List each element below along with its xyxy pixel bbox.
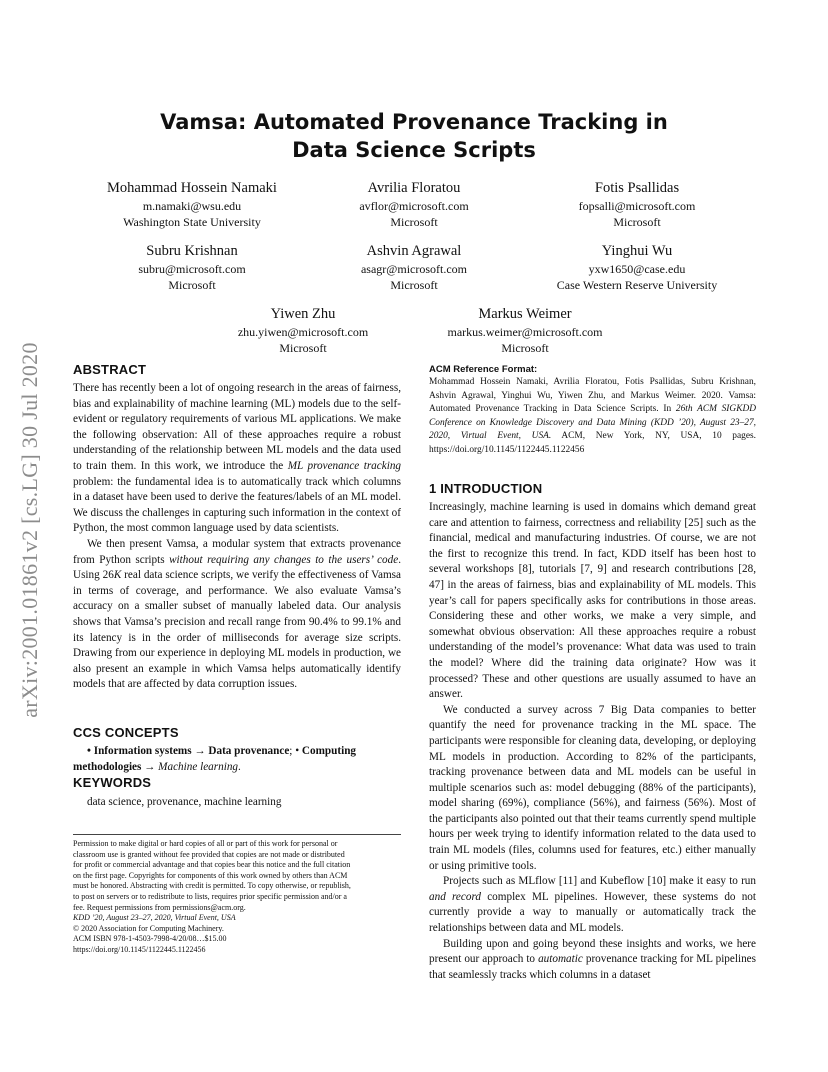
author-email: yxw1650@case.edu bbox=[588, 262, 686, 276]
text-run: Mohammad Hossein Namaki, Avrilia Floratou, Fotis Psallidas, Subru Krishnan, Ashvin Agrawal, Yinghui Wu, Yiwen Zhu, and Markus Weimer. 2020. Vamsa: Automated Provenance Tracking in Data Science Scripts. In bbox=[429, 377, 756, 414]
permission-line: fee. Request permissions from permissions@acm.org. bbox=[73, 902, 246, 912]
text-run: problem: the fundamental idea is to automatically track which columns in a dataset have been used to derive the features/labels of an ML model. We discuss the challenges in capturing such information in the context of Python, the most common language used by data scientists. bbox=[73, 475, 401, 535]
permission-line: Permission to make digital or hard copies of all or part of this work for personal or bbox=[73, 839, 338, 848]
author-affiliation: Microsoft bbox=[390, 278, 438, 292]
ccs-term: Machine learning bbox=[158, 760, 239, 773]
emphasis: ML provenance tracking bbox=[287, 459, 402, 472]
permission-line: on the first page. Copyrights for components of this work owned by others than ACM bbox=[73, 870, 348, 880]
ccs-term: methodologies bbox=[73, 760, 142, 773]
ccs-term: Data provenance bbox=[208, 745, 290, 757]
text-run: There has recently been a lot of ongoing research in the areas of fairness, bias and explainability of machine learning (ML) models due to the self-evident or regulatory requirements of various ML applications. We make the following observation: All of these approaches require a robust understanding of the relationship between ML models and the data used to train them. In this work, we introduce the bbox=[73, 382, 401, 472]
acm-reference-text bbox=[429, 376, 756, 457]
footnote-rule bbox=[73, 834, 401, 835]
abstract-heading: ABSTRACT bbox=[73, 362, 147, 377]
ccs-separator: ; • bbox=[289, 745, 302, 757]
author-email: avflor@microsoft.com bbox=[359, 199, 469, 213]
author-block bbox=[183, 304, 423, 356]
author-block bbox=[72, 178, 312, 230]
doi-line: https://doi.org/10.1145/1122445.1122456 bbox=[73, 944, 206, 954]
ccs-line-1 bbox=[73, 744, 401, 760]
permission-line: must be honored. Abstracting with credit is permitted. To copy otherwise, or republish, bbox=[73, 881, 351, 891]
ccs-period: . bbox=[238, 760, 241, 773]
title-line-2: Data Science Scripts bbox=[292, 138, 536, 162]
author-email: zhu.yiwen@microsoft.com bbox=[237, 325, 369, 339]
author-email: m.namaki@wsu.edu bbox=[142, 199, 242, 213]
text-run: We then present Vamsa, a modular system that extracts provenance from Python scripts bbox=[73, 537, 401, 566]
author-affiliation: Microsoft bbox=[501, 341, 549, 355]
author-email: asagr@microsoft.com bbox=[360, 262, 468, 276]
abstract-body bbox=[73, 381, 401, 693]
ccs-arrow: → bbox=[191, 745, 209, 757]
emphasis: and record bbox=[429, 890, 481, 903]
text-run: Projects such as MLflow [11] and Kubeflow [10] make it easy to run bbox=[443, 875, 756, 888]
author-block bbox=[517, 178, 757, 230]
author-name: Ashvin Agrawal bbox=[366, 243, 462, 259]
author-name: Fotis Psallidas bbox=[594, 180, 680, 196]
isbn-line: ACM ISBN 978-1-4503-7998-4/20/08…$15.00 bbox=[73, 934, 227, 944]
text-run: complex ML pipelines. However, these systems do not currently provide a way to manually or automatically track the relationships between data and ML models. bbox=[429, 890, 757, 935]
author-affiliation: Case Western Reserve University bbox=[556, 278, 718, 292]
ccs-line-2 bbox=[73, 760, 401, 776]
acm-reference-heading: ACM Reference Format: bbox=[429, 364, 538, 375]
author-affiliation: Microsoft bbox=[168, 278, 216, 292]
introduction-body bbox=[429, 500, 756, 983]
copyright-line: © 2020 Association for Computing Machinery. bbox=[73, 923, 224, 933]
author-block bbox=[72, 241, 312, 293]
emphasis: automatic bbox=[538, 953, 583, 966]
permission-line: classroom use is granted without fee provided that copies are not made or distributed bbox=[73, 849, 345, 859]
permission-line: to post on servers or to redistribute to lists, requires prior specific permission and/or a bbox=[73, 891, 347, 901]
author-block bbox=[405, 304, 645, 356]
paper-title bbox=[100, 108, 728, 164]
keywords-heading: KEYWORDS bbox=[73, 775, 152, 790]
permission-notice bbox=[73, 839, 401, 956]
emphasis: without requiring any changes to the users’ code bbox=[169, 553, 399, 566]
author-name: Avrilia Floratou bbox=[367, 180, 461, 196]
text-run: provenance tracking for ML pipelines that seamlessly tracks which columns in a dataset bbox=[429, 953, 756, 981]
author-name: Mohammad Hossein Namaki bbox=[107, 180, 277, 196]
author-affiliation: Microsoft bbox=[390, 215, 438, 229]
ccs-arrow: → bbox=[141, 760, 159, 773]
intro-paragraph-3 bbox=[429, 874, 756, 936]
author-affiliation: Microsoft bbox=[279, 341, 327, 355]
title-line-1: Vamsa: Automated Provenance Tracking in bbox=[160, 110, 668, 134]
author-block bbox=[517, 241, 757, 293]
author-affiliation: Washington State University bbox=[123, 215, 261, 229]
ccs-term: • Information systems bbox=[87, 745, 192, 757]
text-run: Building upon and going beyond these insights and works, we here present our approach to bbox=[429, 937, 756, 966]
author-name: Markus Weimer bbox=[478, 306, 572, 322]
author-block bbox=[294, 241, 534, 293]
author-affiliation: Microsoft bbox=[613, 215, 661, 229]
emphasis: 26th ACM SIGKDD Conference on Knowledge Discovery and Data Mining (KDD ’20), August 23–27, 2020, Virtual Event, USA. bbox=[429, 404, 756, 441]
intro-paragraph-4 bbox=[429, 937, 756, 984]
author-email: markus.weimer@microsoft.com bbox=[447, 325, 603, 339]
introduction-heading: 1 INTRODUCTION bbox=[429, 481, 543, 496]
ccs-term: Computing bbox=[301, 745, 357, 757]
permission-line: for profit or commercial advantage and that copies bear this notice and the full citation bbox=[73, 860, 351, 870]
keywords-text: data science, provenance, machine learning bbox=[87, 796, 282, 808]
author-email: subru@microsoft.com bbox=[138, 262, 246, 276]
emphasis: K bbox=[113, 569, 122, 582]
author-email: fopsalli@microsoft.com bbox=[578, 199, 696, 213]
text-run: ACM, New York, NY, USA, 10 pages. https://doi.org/10.1145/1122445.1122456 bbox=[429, 431, 757, 455]
intro-paragraph-1: Increasingly, machine learning is used in domains which demand great care and attention to fairness, correctness and reliability [25] such as the financial, medical and manufacturing industries. Of course, we are not the first to recognize this trend. In fact, KDD itself has been host to several workshops [8], tutorials [7, 9] and research contributions [28, 47] in the areas of fairness, bias and explainability of ML models. This year’s call for papers specifically asks for contributions in those areas. Considering these and other works, we make a very simple, and somewhat obvious observation: All these approaches require a robust understanding of the model’s provenance: What data was used to train the model? Where did the training data originate? How was it processed? These and other questions are usually assumed to have an answer. bbox=[429, 501, 756, 701]
arxiv-identifier: arXiv:2001.01861v2 [cs.LG] 30 Jul 2020 bbox=[17, 342, 42, 718]
intro-paragraph-2: We conducted a survey across 7 Big Data companies to better quantify the need for provenance tracking in the ML space. The participants were responsible for cleaning data, developing, or deploying ML models in production. According to 82% of the participants, tracking provenance between data and ML models can be useful in multiple scenarios such as: model debugging (88% of the participants), model sharing (69%), compliance (56%), and fairness (56%). Most of the participants also pointed out that their teams currently spend multiple hours per week trying to identify information related to the data used to train ML models (files, columns used for features, etc.) either manually or using primitive tools. bbox=[429, 703, 756, 872]
author-name: Subru Krishnan bbox=[146, 243, 238, 259]
abstract-paragraph-1 bbox=[73, 381, 401, 537]
ccs-heading: CCS CONCEPTS bbox=[73, 725, 179, 740]
abstract-paragraph-2 bbox=[73, 537, 401, 693]
arxiv-side-stamp bbox=[0, 295, 60, 765]
conference-line: KDD ’20, August 23–27, 2020, Virtual Event, USA bbox=[73, 913, 236, 923]
text-run: real data science scripts, we verify the effectiveness of Vamsa in terms of coverage, and performance. We also evaluate Vamsa’s accuracy on a smaller subset of manually labeled data. Our analysis shows that Vamsa’s precision and recall range from 90.4% to 99.1% and its latency is in the order of milliseconds for average size scripts. Drawing from our experience in deploying ML models in production, we also present an example in which Vamsa helps automatically identify models that are affected by data corruption issues. bbox=[73, 569, 401, 691]
text-run: . Using 26 bbox=[73, 553, 401, 582]
author-block bbox=[294, 178, 534, 230]
ccs-concepts bbox=[73, 744, 401, 775]
author-name: Yinghui Wu bbox=[601, 243, 673, 259]
author-name: Yiwen Zhu bbox=[270, 306, 336, 322]
